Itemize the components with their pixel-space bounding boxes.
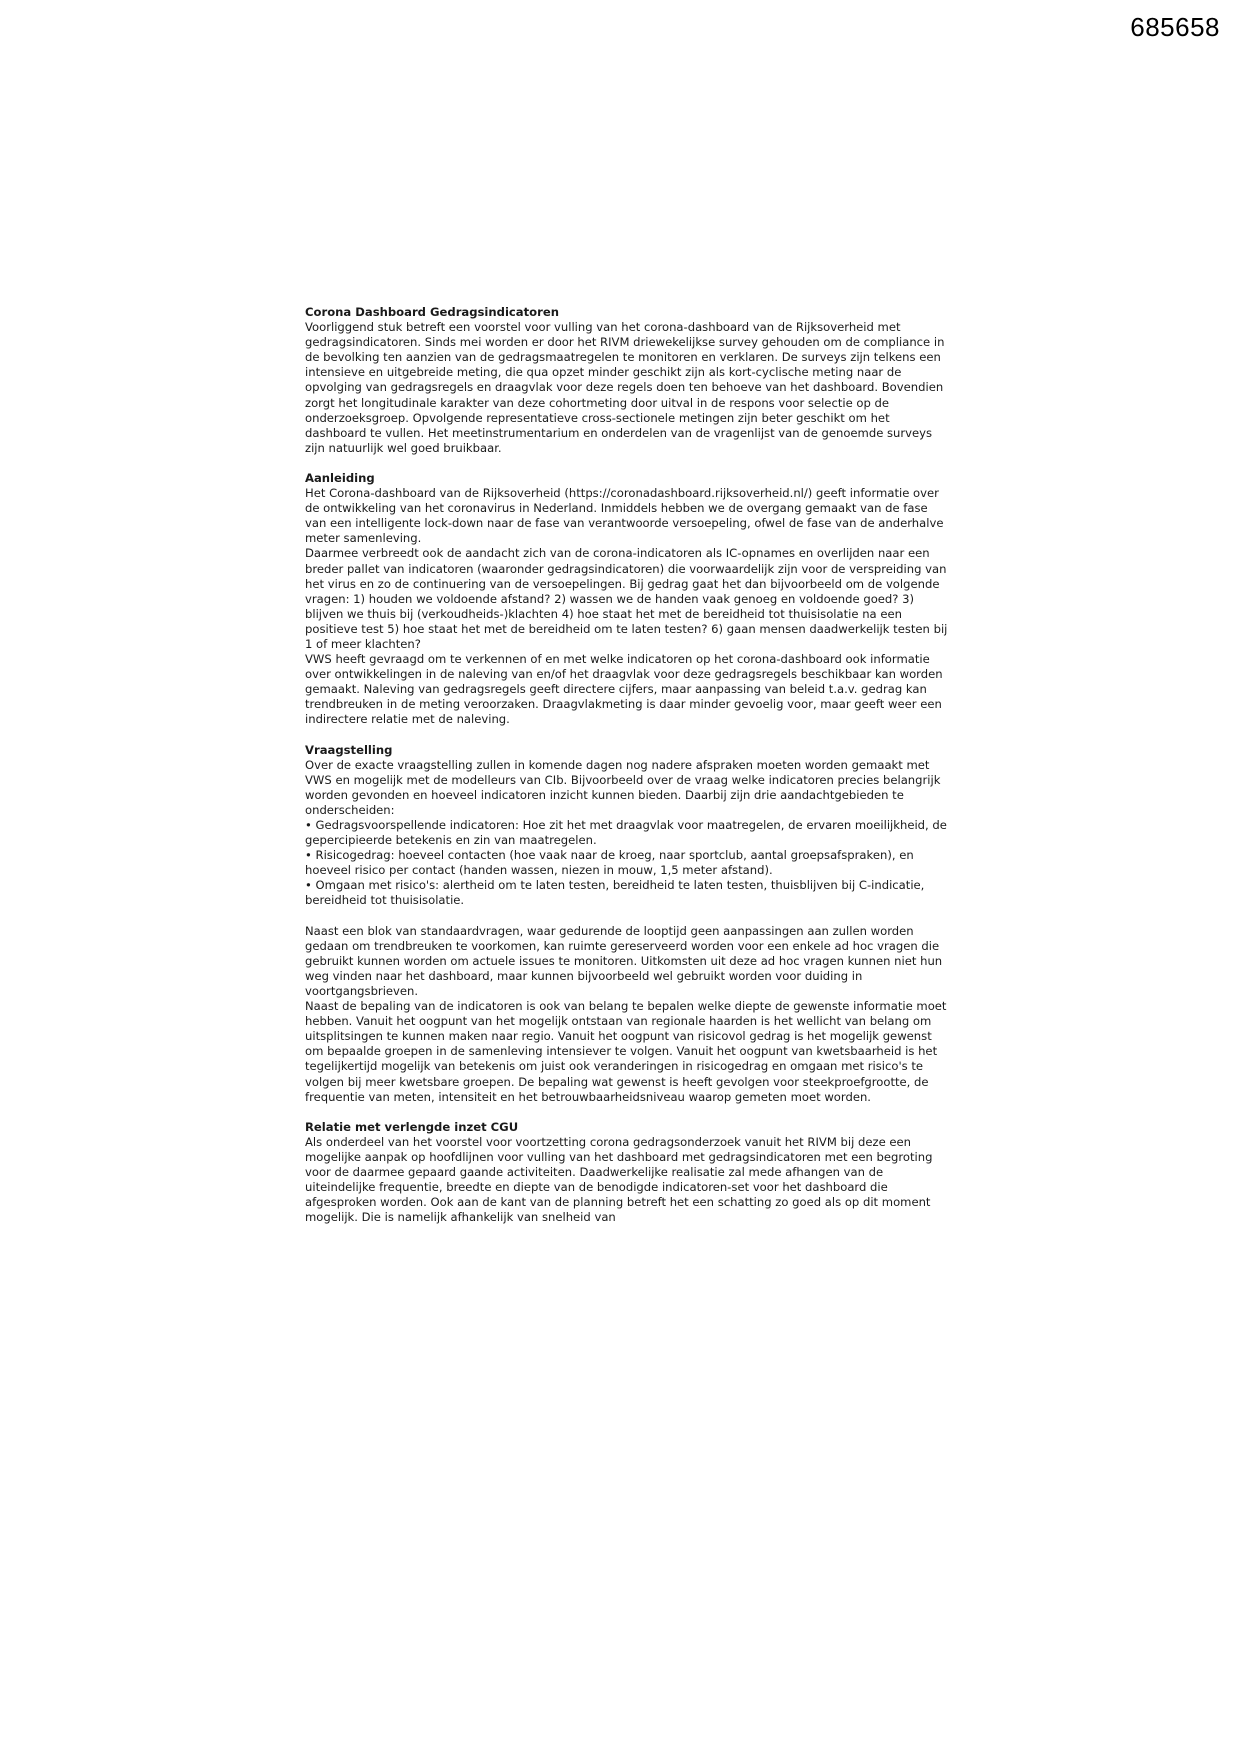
section-title: Aanleiding [305,470,375,485]
paragraph: Naast een blok van standaardvragen, waar gedurende de looptijd geen aanpassingen aan zullen worden gedaan om trendbreuken te voorkomen, kan ruimte gereserveerd worden voor een enkele ad hoc vragen die gebruikt kunnen worden om actuele issues te monitoren. Uitkomsten uit deze ad hoc vragen kunnen niet hun weg vinden naar het dashboard, maar kunnen bijvoorbeeld wel gebruikt worden voor duiding in voortgangsbrieven. [305,923,943,998]
section-vraagstelling [305,743,950,1105]
bullet-item: • Omgaan met risico's: alertheid om te laten testen, bereidheid te laten testen, thuisblijven bij C-indicatie, bereidheid tot thuisisolatie. [305,878,925,908]
paragraph-spacer [305,909,950,924]
paragraph: VWS heeft gevraagd om te verkennen of en met welke indicatoren op het corona-dashboard ook informatie over ontwikkelingen in de naleving van en/of het draagvlak voor deze gedragsregels beschikbaar kan worden gemaakt. Naleving van gedragsregels geeft directere cijfers, maar aanpassing van beleid t.a.v. gedrag kan trendbreuken in de meting veroorzaken. Draagvlakmeting is daar minder gevoelig voor, maar geeft weer een indirectere relatie met de naleving. [305,652,943,727]
paragraph: Het Corona-dashboard van de Rijksoverheid (https://coronadashboard.rijksoverheid.nl/) geeft informatie over de ontwikkeling van het coronavirus in Nederland. Inmiddels hebben we de overgang gemaakt van de fase van een intelligente lock-down naar de fase van verantwoorde versoepeling, ofwel de fase van de anderhalve meter samenleving. [305,486,944,546]
section-title: Vraagstelling [305,742,393,757]
paragraph: Voorliggend stuk betreft een voorstel voor vulling van het corona-dashboard van de Rijksoverheid met gedragsindicatoren. Sinds mei worden er door het RIVM driewekelijkse survey gehouden om de compliance in de bevolking ten aanzien van de gedragsmaatregelen te monitoren en verklaren. De surveys zijn telkens een intensieve en uitgebreide meting, die qua opzet minder geschikt zijn als kort-cyclische meting naar de opvolging van gedragsregels en draagvlak voor deze regels doen ten behoeve van het dashboard. Bovendien zorgt het longitudinale karakter van deze cohortmeting door uitval in de respons voor selectie op de onderzoeksgroep. Opvolgende representatieve cross-sectionele metingen zijn beter geschikt om het dashboard te vullen. Het meetinstrumentarium en onderdelen van de vragenlijst van de genoemde surveys zijn natuurlijk wel goed bruikbaar. [305,320,945,455]
paragraph: Naast de bepaling van de indicatoren is ook van belang te bepalen welke diepte de gewenste informatie moet hebben. Vanuit het oogpunt van het mogelijk ontstaan van regionale haarden is het wellicht van belang om uitsplitsingen te kunnen maken naar regio. Vanuit het oogpunt van risicovol gedrag is het mogelijk gewenst om bepaalde groepen in de samenleving intensiever te volgen. Vanuit het oogpunt van kwetsbaarheid is het tegelijkertijd mogelijk van betekenis om juist ook veranderingen in risicogedrag en omgaan met risico's te volgen bij meer kwetsbare groepen. De bepaling wat gewenst is heeft gevolgen voor steekproefgrootte, de frequentie van meten, intensiteit en het betrouwbaarheidsniveau waarop gemeten moet worden. [305,999,947,1104]
document-number: 685658 [1130,12,1220,42]
paragraph: Daarmee verbreedt ook de aandacht zich van de corona-indicatoren als IC-opnames en overlijden naar een breder pallet van indicatoren (waaronder gedragsindicatoren) die voorwaardelijk zijn voor de verspreiding van het virus en zo de continuering van de versoepelingen. Bij gedrag gaat het dan bijvoorbeeld om de volgende vragen: 1) houden we voldoende afstand? 2) wassen we de handen vaak genoeg en voldoende goed? 3) blijven we thuis bij (verkoudheids-)klachten 4) hoe staat het met de bereidheid tot thuisisolatie na een positieve test 5) hoe staat het met de bereidheid om te laten testen? 6) gaan mensen daadwerkelijk testen bij 1 of meer klachten? [305,546,948,651]
bullet-item: • Risicogedrag: hoeveel contacten (hoe vaak naar de kroeg, naar sportclub, aantal groepsafspraken), en hoeveel risico per contact (handen wassen, niezen in mouw, 1,5 meter afstand). [305,848,914,878]
section-aanleiding [305,471,950,728]
section-relatie-cgu [305,1120,950,1226]
section-title: Corona Dashboard Gedragsindicatoren [305,305,559,319]
paragraph: Over de exacte vraagstelling zullen in komende dagen nog nadere afspraken moeten worden gemaakt met VWS en mogelijk met de modelleurs van CIb. Bijvoorbeeld over de vraag welke indicatoren precies belangrijk worden gevonden en hoeveel indicatoren inzicht kunnen bieden. Daarbij zijn drie aandachtgebieden te onderscheiden: [305,757,941,817]
bullet-item: • Gedragsvoorspellende indicatoren: Hoe zit het met draagvlak voor maatregelen, de ervaren moeilijkheid, de gepercipieerde betekenis en zin van maatregelen. [305,818,947,848]
section-title: Relatie met verlengde inzet CGU [305,1119,519,1134]
section-corona-dashboard [305,305,950,456]
document-body [305,305,950,1240]
paragraph: Als onderdeel van het voorstel voor voortzetting corona gedragsonderzoek vanuit het RIVM bij deze een mogelijke aanpak op hoofdlijnen voor vulling van het dashboard met gedragsindicatoren met een begroting voor de daarmee gepaard gaande activiteiten. Daadwerkelijke realisatie zal mede afhangen van de uiteindelijke frequentie, breedte en diepte van de benodigde indicatoren-set voor het dashboard die afgesproken worden. Ook aan de kant van de planning betreft het een schatting zo goed als op dit moment mogelijk. Die is namelijk afhankelijk van snelheid van [305,1134,933,1225]
